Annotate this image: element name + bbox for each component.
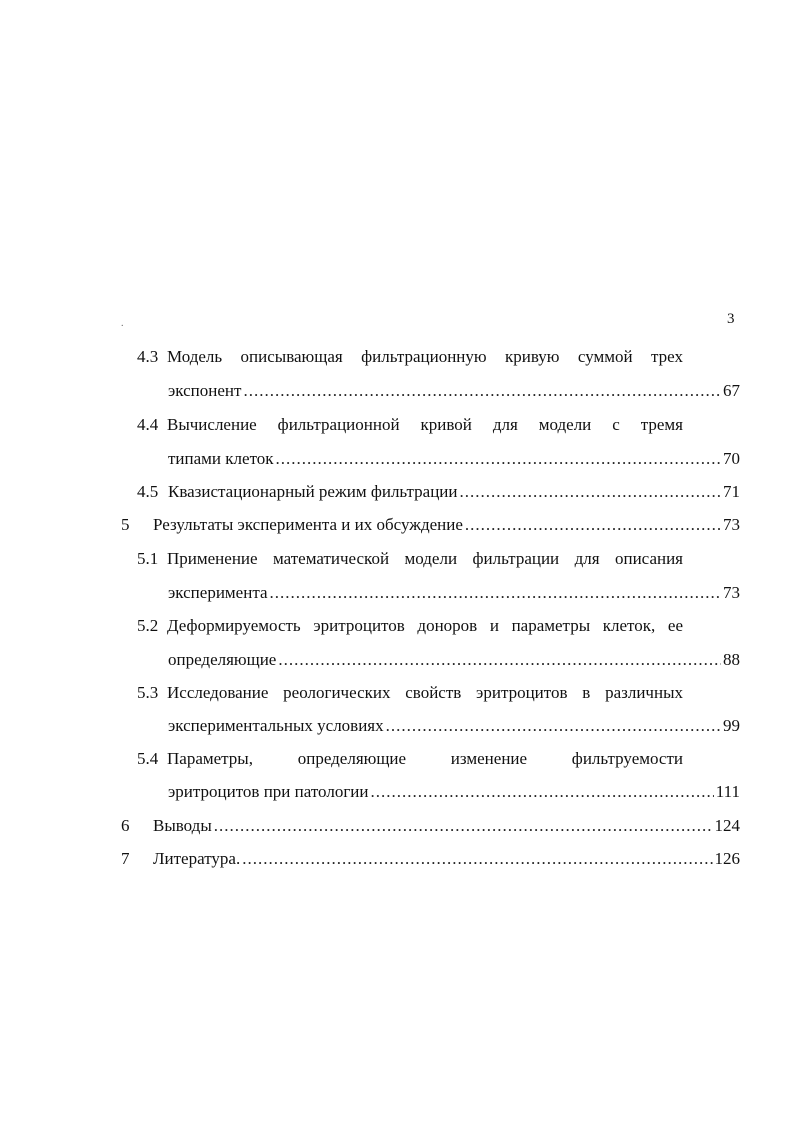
dot-leader bbox=[371, 781, 714, 803]
scan-speck: . bbox=[121, 318, 124, 329]
toc-title: Исследование реологических свойств эритроцитов в различных bbox=[167, 683, 683, 702]
toc-number: 6 bbox=[121, 816, 130, 835]
toc-entry-5-1-line2[interactable] bbox=[168, 582, 740, 604]
toc-entry-5[interactable] bbox=[121, 514, 740, 536]
toc-entry-5-4-line1 bbox=[137, 748, 683, 770]
toc-entry-5-4-line2[interactable] bbox=[168, 781, 740, 803]
toc-entry-5-3-line1 bbox=[137, 682, 683, 704]
dot-leader bbox=[386, 715, 721, 737]
toc-number: 5.3 bbox=[137, 683, 159, 702]
toc-page: 126 bbox=[714, 849, 740, 868]
toc-title: Квазистационарный режим фильтрации bbox=[168, 482, 458, 501]
toc-page: 88 bbox=[723, 650, 740, 669]
toc-number: 4.4 bbox=[137, 415, 159, 434]
toc-entry-5-2-line1 bbox=[137, 615, 683, 637]
dot-leader bbox=[278, 649, 721, 671]
dot-leader bbox=[270, 582, 721, 604]
toc-entry-5-2-line2[interactable] bbox=[168, 649, 740, 671]
toc-entry-4-3-line1 bbox=[137, 346, 683, 368]
dot-leader bbox=[242, 848, 712, 870]
toc-title-continuation: экспериментальных условиях bbox=[168, 716, 384, 735]
toc-number: 7 bbox=[121, 849, 130, 868]
toc-page: 67 bbox=[723, 381, 740, 400]
toc-number: 5.4 bbox=[137, 749, 159, 768]
dot-leader bbox=[276, 448, 721, 470]
dot-leader bbox=[465, 514, 721, 536]
page-number: 3 bbox=[727, 311, 735, 327]
toc-page: 73 bbox=[723, 583, 740, 602]
toc-title: Вычисление фильтрационной кривой для модели с тремя bbox=[167, 415, 683, 434]
toc-page: 71 bbox=[723, 482, 740, 501]
toc-title: Модель описывающая фильтрационную кривую суммой трех bbox=[167, 347, 683, 366]
toc-entry-5-1-line1 bbox=[137, 548, 683, 570]
dot-leader bbox=[460, 481, 721, 503]
dot-leader bbox=[243, 380, 721, 402]
toc-number: 4.3 bbox=[137, 347, 159, 366]
toc-entry-4-4-line1 bbox=[137, 414, 683, 436]
toc-number: 5.2 bbox=[137, 616, 159, 635]
dot-leader bbox=[214, 815, 713, 837]
toc-number: 5 bbox=[121, 515, 130, 534]
toc-title: Применение математической модели фильтрации для описания bbox=[167, 549, 683, 568]
toc-title: Параметры, определяющие изменение фильтруемости bbox=[167, 749, 683, 768]
toc-title-continuation: определяющие bbox=[168, 650, 277, 669]
toc-title-continuation: эксперимента bbox=[168, 583, 268, 602]
toc-number: 4.5 bbox=[137, 482, 159, 501]
toc-page: 111 bbox=[715, 782, 740, 801]
toc-entry-6[interactable] bbox=[121, 815, 740, 837]
toc-title-continuation: эритроцитов при патологии bbox=[168, 782, 369, 801]
toc-title: Результаты эксперимента и их обсуждение bbox=[153, 515, 463, 534]
toc-title: Выводы bbox=[153, 816, 212, 835]
toc-number: 5.1 bbox=[137, 549, 159, 568]
toc-title: Деформируемость эритроцитов доноров и параметры клеток, ее bbox=[167, 616, 683, 635]
toc-page: 124 bbox=[714, 816, 740, 835]
toc-entry-4-5[interactable] bbox=[137, 481, 740, 503]
toc-entry-5-3-line2[interactable] bbox=[168, 715, 740, 737]
toc-page: 70 bbox=[723, 449, 740, 468]
toc-page: 73 bbox=[723, 515, 740, 534]
toc-page: 99 bbox=[723, 716, 740, 735]
toc-entry-4-3-line2[interactable] bbox=[168, 380, 740, 402]
toc-entry-4-4-line2[interactable] bbox=[168, 448, 740, 470]
toc-title: Литература. bbox=[153, 849, 241, 868]
toc-entry-7[interactable] bbox=[121, 848, 740, 870]
toc-title-continuation: типами клеток bbox=[168, 449, 274, 468]
toc-title-continuation: экспонент bbox=[168, 381, 242, 400]
